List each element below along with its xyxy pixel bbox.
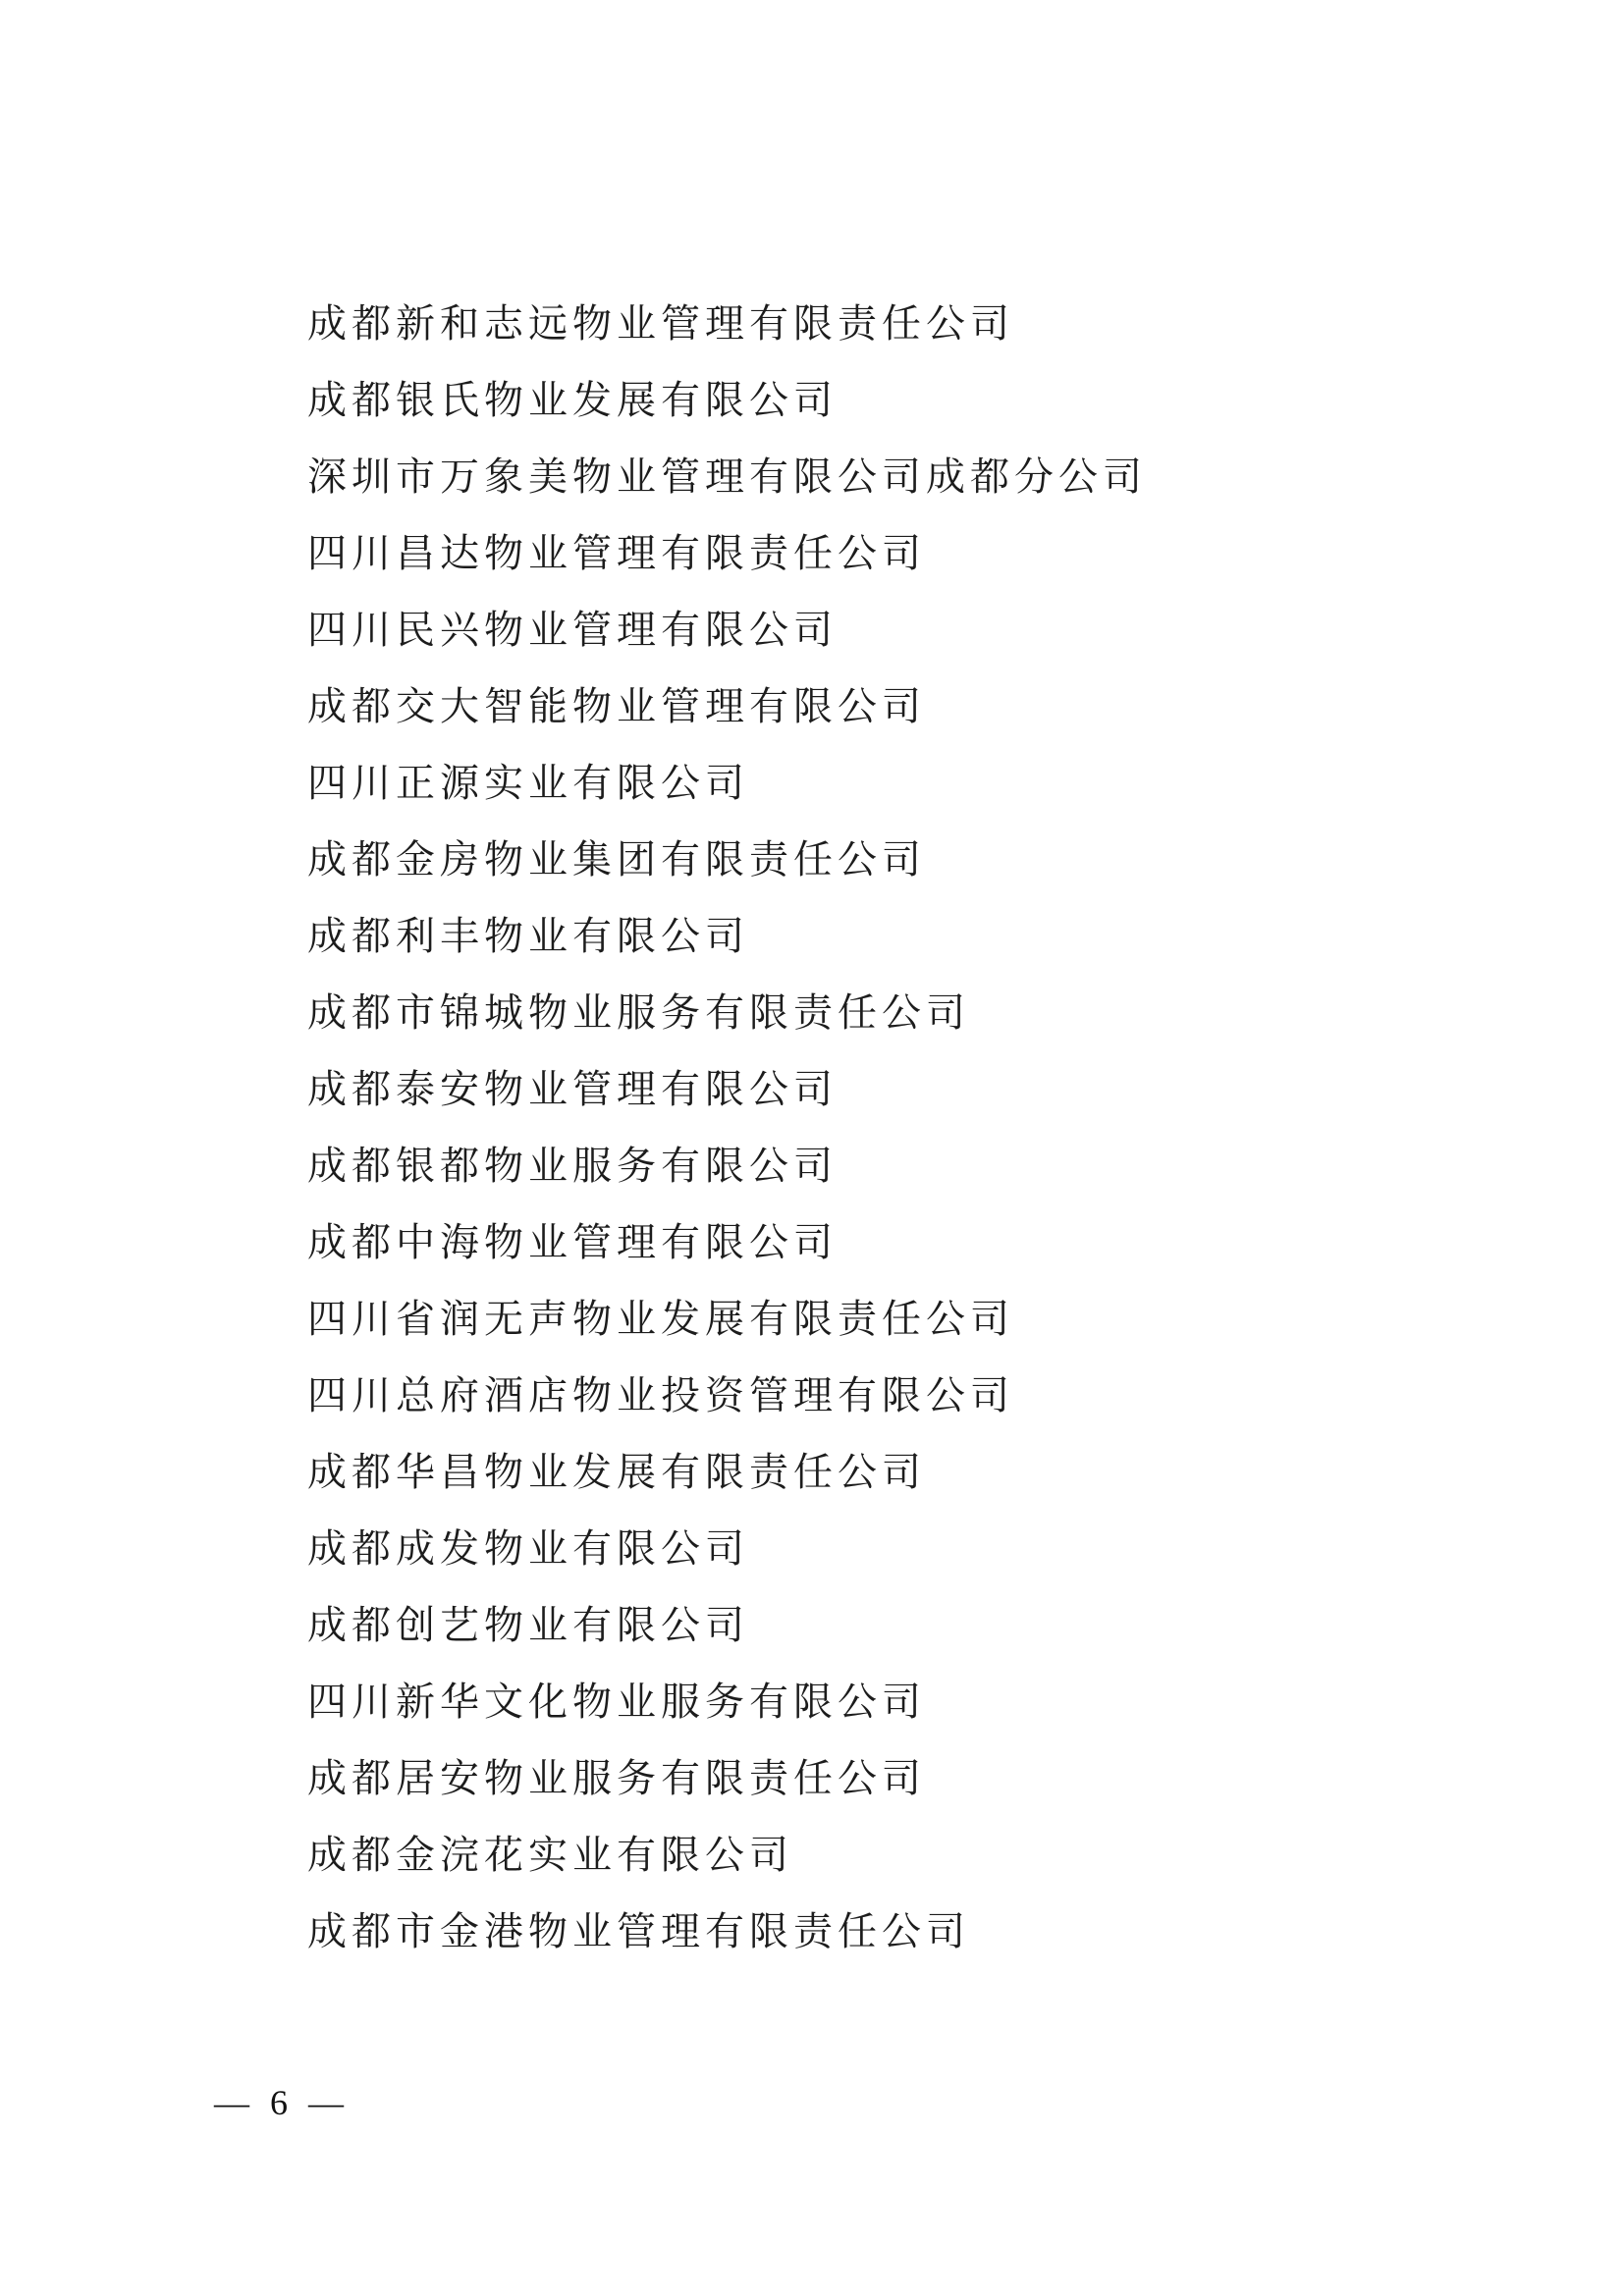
company-name: 成都新和志远物业管理有限责任公司: [307, 301, 1014, 346]
company-name: 四川昌达物业管理有限责任公司: [307, 531, 926, 575]
company-name: 成都银都物业服务有限公司: [307, 1144, 838, 1188]
company-name: 成都金房物业集团有限责任公司: [307, 837, 926, 881]
company-name: 四川总府酒店物业投资管理有限公司: [307, 1373, 1014, 1417]
company-name: 成都市金港物业管理有限责任公司: [307, 1909, 970, 1953]
company-name: 成都创艺物业有限公司: [307, 1603, 749, 1647]
company-name: 成都交大智能物业管理有限公司: [307, 684, 926, 728]
company-name: 深圳市万象美物业管理有限公司成都分公司: [307, 454, 1147, 499]
company-name: 成都银氏物业发展有限公司: [307, 378, 838, 422]
page-number: — 6 —: [214, 2083, 346, 2122]
company-name: 成都利丰物业有限公司: [307, 914, 749, 958]
company-name: 四川新华文化物业服务有限公司: [307, 1680, 926, 1724]
company-name: 成都华昌物业发展有限责任公司: [307, 1450, 926, 1494]
company-name: 成都市锦城物业服务有限责任公司: [307, 990, 970, 1035]
company-name: 成都成发物业有限公司: [307, 1526, 749, 1571]
company-name: 成都泰安物业管理有限公司: [307, 1067, 838, 1111]
company-name: 四川正源实业有限公司: [307, 761, 749, 805]
company-name: 成都金浣花实业有限公司: [307, 1833, 793, 1877]
company-name: 成都中海物业管理有限公司: [307, 1220, 838, 1264]
company-name: 成都居安物业服务有限责任公司: [307, 1756, 926, 1800]
company-name: 四川省润无声物业发展有限责任公司: [307, 1297, 1014, 1341]
company-name: 四川民兴物业管理有限公司: [307, 608, 838, 652]
company-name-list: [307, 286, 1486, 1970]
